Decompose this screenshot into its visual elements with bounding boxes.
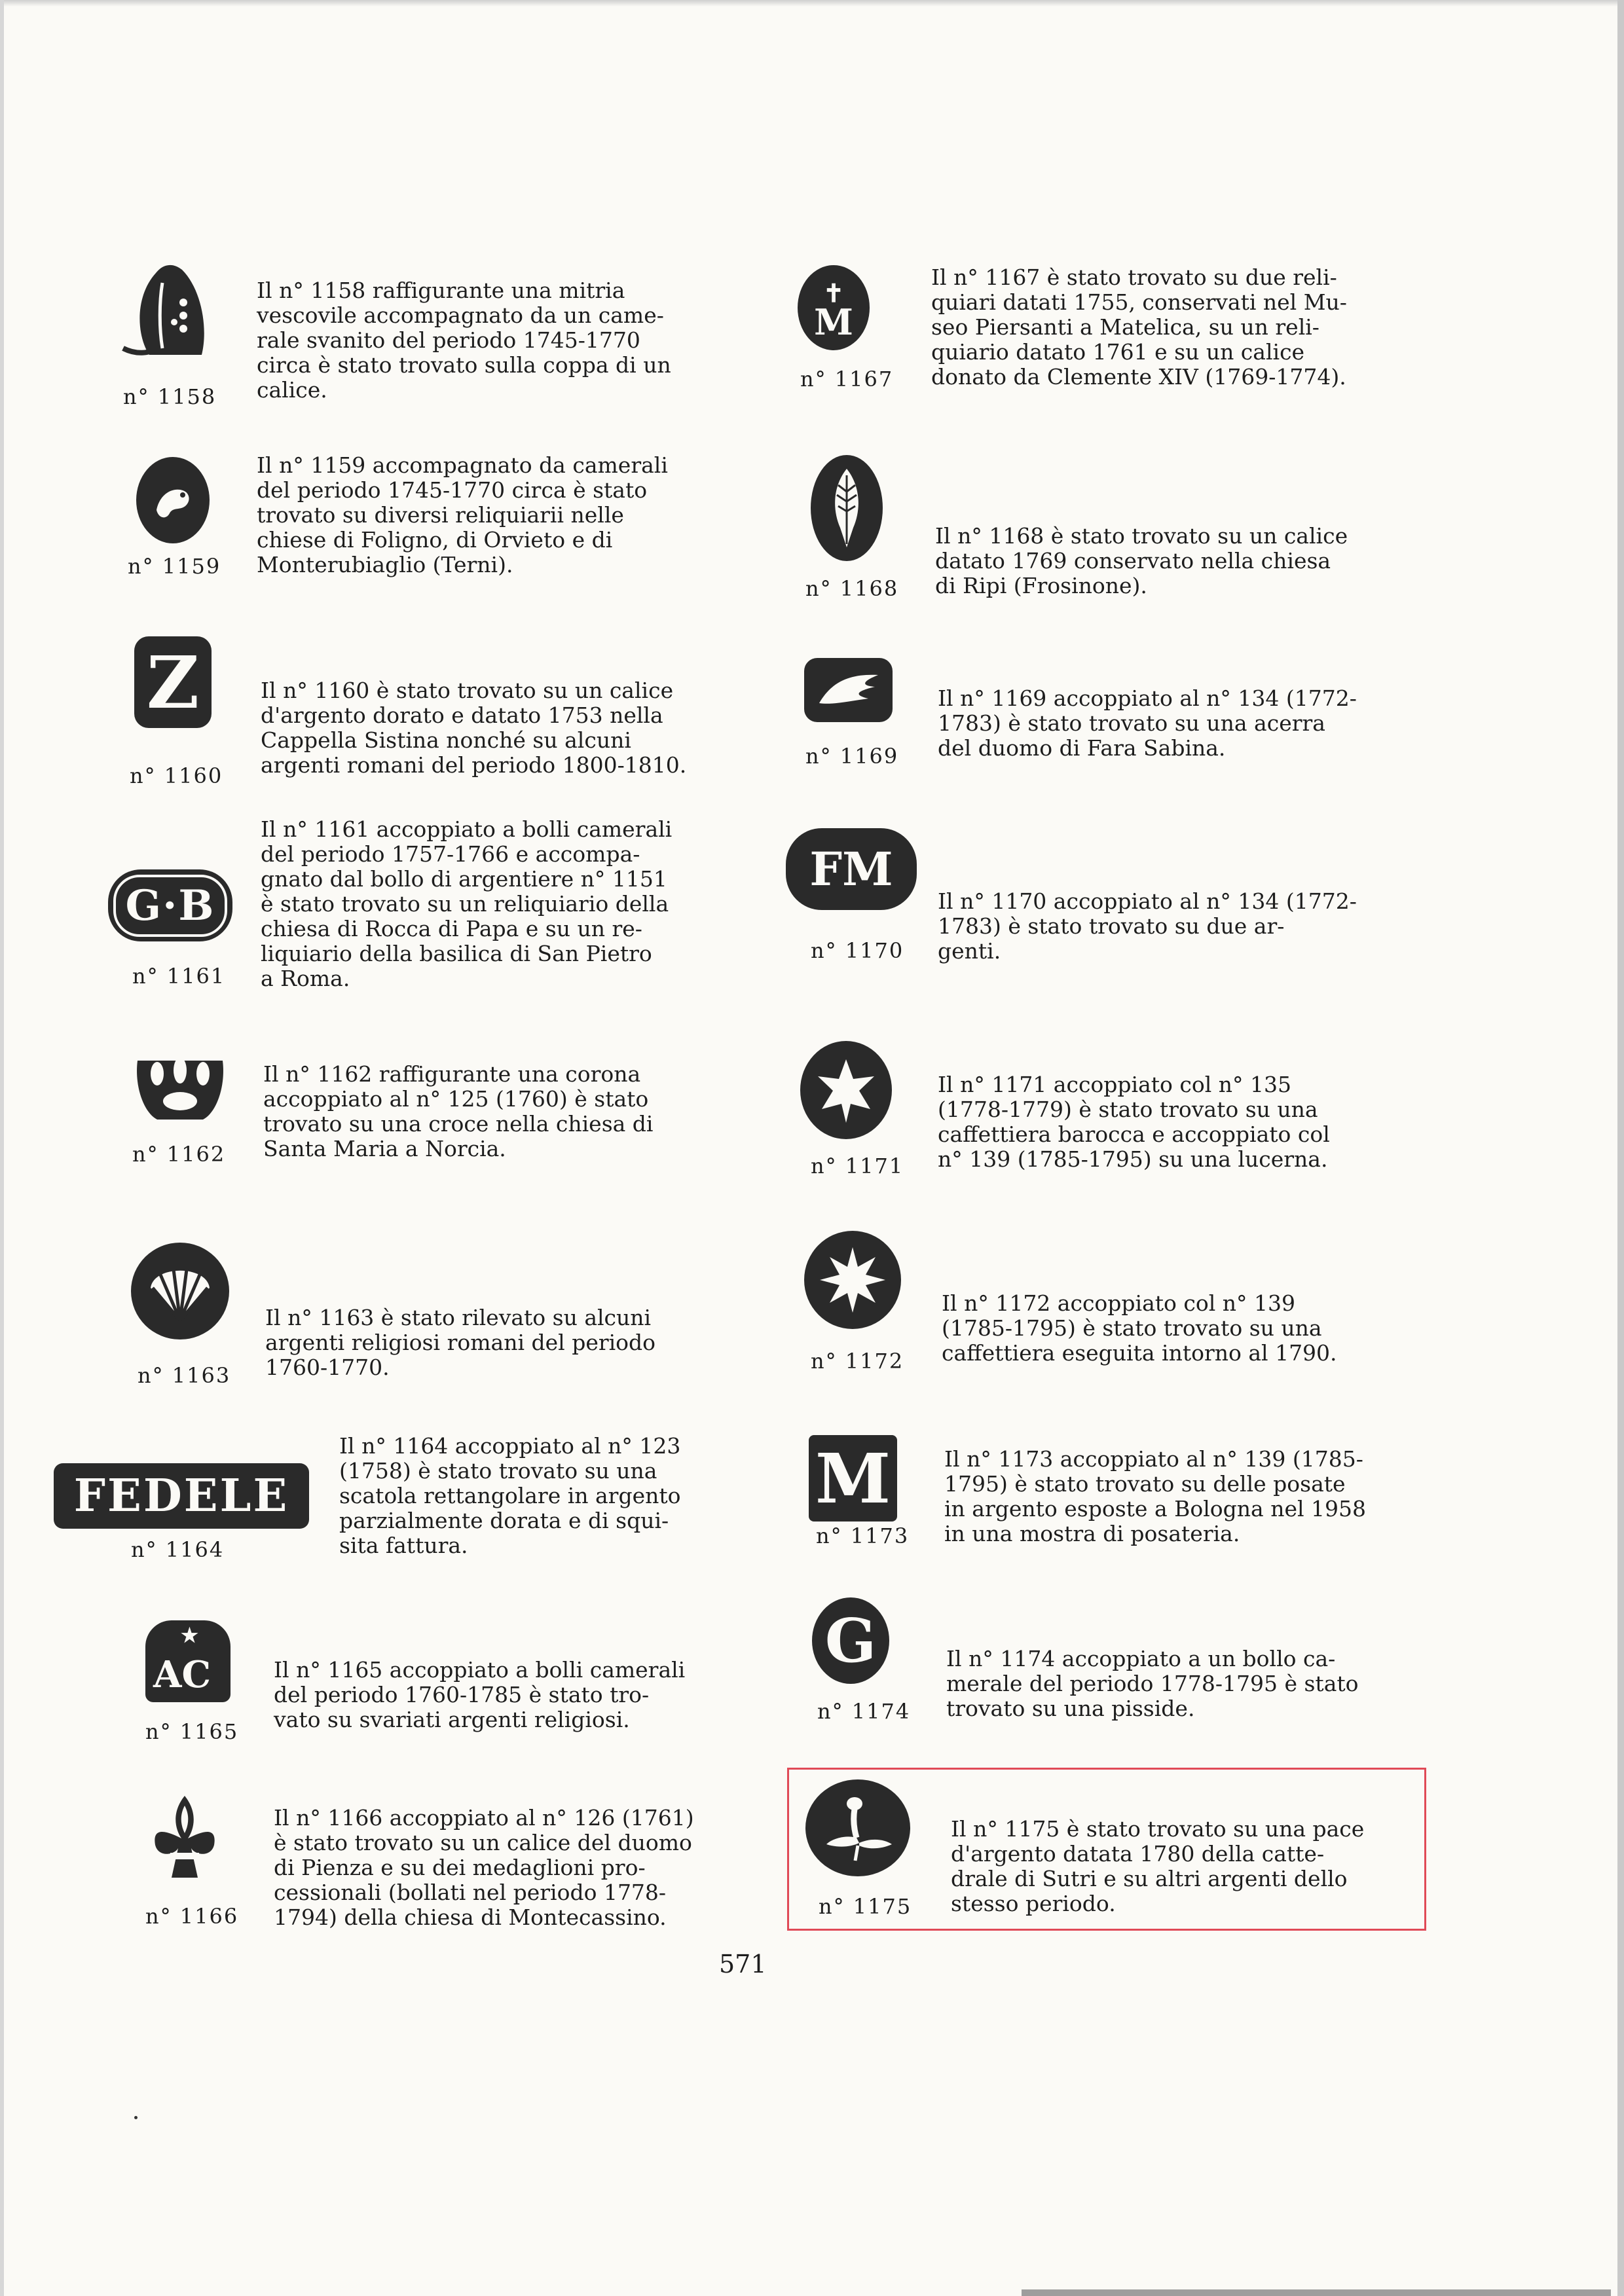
cross-m-mark-icon: ✝ M (798, 265, 870, 350)
entry-number: n° 1165 (145, 1719, 239, 1744)
entry-description: Il n° 1159 accompagnato da camerali del periodo 1745-1770 circa è stato trovato su diversi reliquiarii nelle chiese di Foligno, di Orvieto e di Monterubiaglio (Terni). (257, 452, 668, 577)
feather-mark-icon (811, 455, 883, 561)
entry-number: n° 1171 (811, 1154, 904, 1178)
entry-number: n° 1167 (800, 367, 894, 392)
scan-edge-top (0, 0, 1624, 7)
bird-mark-icon (805, 1779, 910, 1876)
entry-number: n° 1161 (132, 964, 226, 989)
letter-m-mark-icon: M (809, 1435, 897, 1522)
entry-number: n° 1160 (130, 763, 223, 788)
shell-mark-icon (131, 1243, 229, 1339)
entry-number: n° 1159 (128, 554, 221, 579)
entry-description: Il n° 1168 è stato trovato su un calice datato 1769 conservato nella chiesa di Ripi (Frosinone). (935, 523, 1348, 598)
entry-number: n° 1162 (132, 1142, 226, 1167)
letter-z-mark-icon: Z (134, 636, 212, 728)
entry-description: Il n° 1158 raffigurante una mitria vescovile accompagnato da un came- rale svanito del periodo 1745-1770 circa è stato trovato sulla coppa di un calice. (257, 278, 671, 403)
fm-mark-icon: FM (786, 828, 917, 910)
ac-star-mark-icon: ★ AC (145, 1620, 231, 1702)
fleur-de-lis-mark-icon (145, 1793, 224, 1891)
entry-number: n° 1173 (816, 1523, 910, 1548)
entry-description: Il n° 1175 è stato trovato su una pace d'argento datata 1780 della catte- drale di Sutri e su altri argenti dello stesso periodo. (951, 1816, 1365, 1916)
entry-description: Il n° 1169 accoppiato al n° 134 (1772- 1783) è stato trovato su una acerra del duomo di Fara Sabina. (938, 685, 1357, 761)
entry-number: n° 1158 (123, 384, 217, 409)
mitre-mark-icon (110, 257, 228, 361)
entry-description: Il n° 1171 accoppiato col n° 135 (1778-1779) è stato trovato su una caffettiera barocca e accoppiato col n° 139 (1785-1795) su una lucerna. (938, 1072, 1330, 1172)
entry-description: Il n° 1167 è stato trovato su due reli- quiari datati 1755, conservati nel Mu- seo Piersanti a Matelica, su un reli- quiario datato 1761 e su un calice donato da Clemente XIV (1769-1774). (931, 264, 1347, 390)
entry-number: n° 1172 (811, 1349, 904, 1374)
eight-point-star-mark-icon (804, 1231, 901, 1329)
entry-description: Il n° 1164 accoppiato al n° 123 (1758) è stato trovato su una scatola rettangolare in argento parzialmente dorata e di squi- sita fattura. (339, 1433, 681, 1558)
entry-number: n° 1166 (145, 1904, 239, 1929)
fedele-mark-icon: FEDELE (54, 1463, 309, 1529)
entry-description: Il n° 1163 è stato rilevato su alcuni argenti religiosi romani del periodo 1760-1770. (265, 1305, 656, 1380)
entry-number: n° 1169 (805, 744, 899, 769)
animal-mark-icon (136, 457, 210, 543)
entry-number: n° 1163 (138, 1363, 231, 1388)
flame-mark-icon (804, 658, 893, 722)
entry-description: Il n° 1162 raffigurante una corona accoppiato al n° 125 (1760) è stato trovato su una croce nella chiesa di Santa Maria a Norcia. (263, 1061, 654, 1161)
entry-description: Il n° 1161 accoppiato a bolli camerali del periodo 1757-1766 e accompa- gnato dal bollo di argentiere n° 1151 è stato trovato su un reliquiario della chiesa di Rocca di Papa e su un re- liquiario della basilica di San Pietro a Roma. (261, 816, 673, 991)
crown-mark-icon (131, 1048, 229, 1126)
entry-description: Il n° 1174 accoppiato a un bollo ca- merale del periodo 1778-1795 è stato trovato su una pisside. (946, 1646, 1359, 1721)
entry-description: Il n° 1165 accoppiato a bolli camerali del periodo 1760-1785 è stato tro- vato su svariati argenti religiosi. (274, 1657, 686, 1732)
entry-number: n° 1170 (811, 938, 904, 963)
entry-description: Il n° 1160 è stato trovato su un calice d'argento dorato e datato 1753 nella Cappella Sistina nonché su alcuni argenti romani del periodo 1800-1810. (261, 678, 687, 778)
entry-number: n° 1175 (819, 1894, 912, 1919)
entry-number: n° 1174 (817, 1699, 911, 1724)
entry-number: n° 1164 (131, 1537, 225, 1562)
entry-description: Il n° 1172 accoppiato col n° 139 (1785-1795) è stato trovato su una caffettiera eseguita intorno al 1790. (942, 1290, 1337, 1366)
star-mark-icon (800, 1041, 892, 1139)
entry-description: Il n° 1170 accoppiato al n° 134 (1772- 1783) è stato trovato su due ar- genti. (938, 888, 1357, 964)
scan-edge-right (1617, 0, 1624, 2296)
entry-description: Il n° 1166 accoppiato al n° 126 (1761) è stato trovato su un calice del duomo di Pienza e su dei medaglioni pro- cessionali (bollati nel periodo 1778- 1794) della chiesa di Montecassino. (274, 1805, 694, 1930)
scan-edge-left (0, 0, 4, 2296)
scan-edge-bottom (1022, 2289, 1611, 2296)
scan-speck (134, 2116, 138, 2119)
letter-g-mark-icon: G (812, 1597, 889, 1684)
page-number: 571 (719, 1950, 767, 1978)
gb-mark-icon: G·B (108, 869, 232, 941)
entry-description: Il n° 1173 accoppiato al n° 139 (1785- 1795) è stato trovato su delle posate in argento esposte a Bologna nel 1958 in una mostra di posateria. (944, 1446, 1366, 1546)
entry-number: n° 1168 (805, 576, 899, 601)
